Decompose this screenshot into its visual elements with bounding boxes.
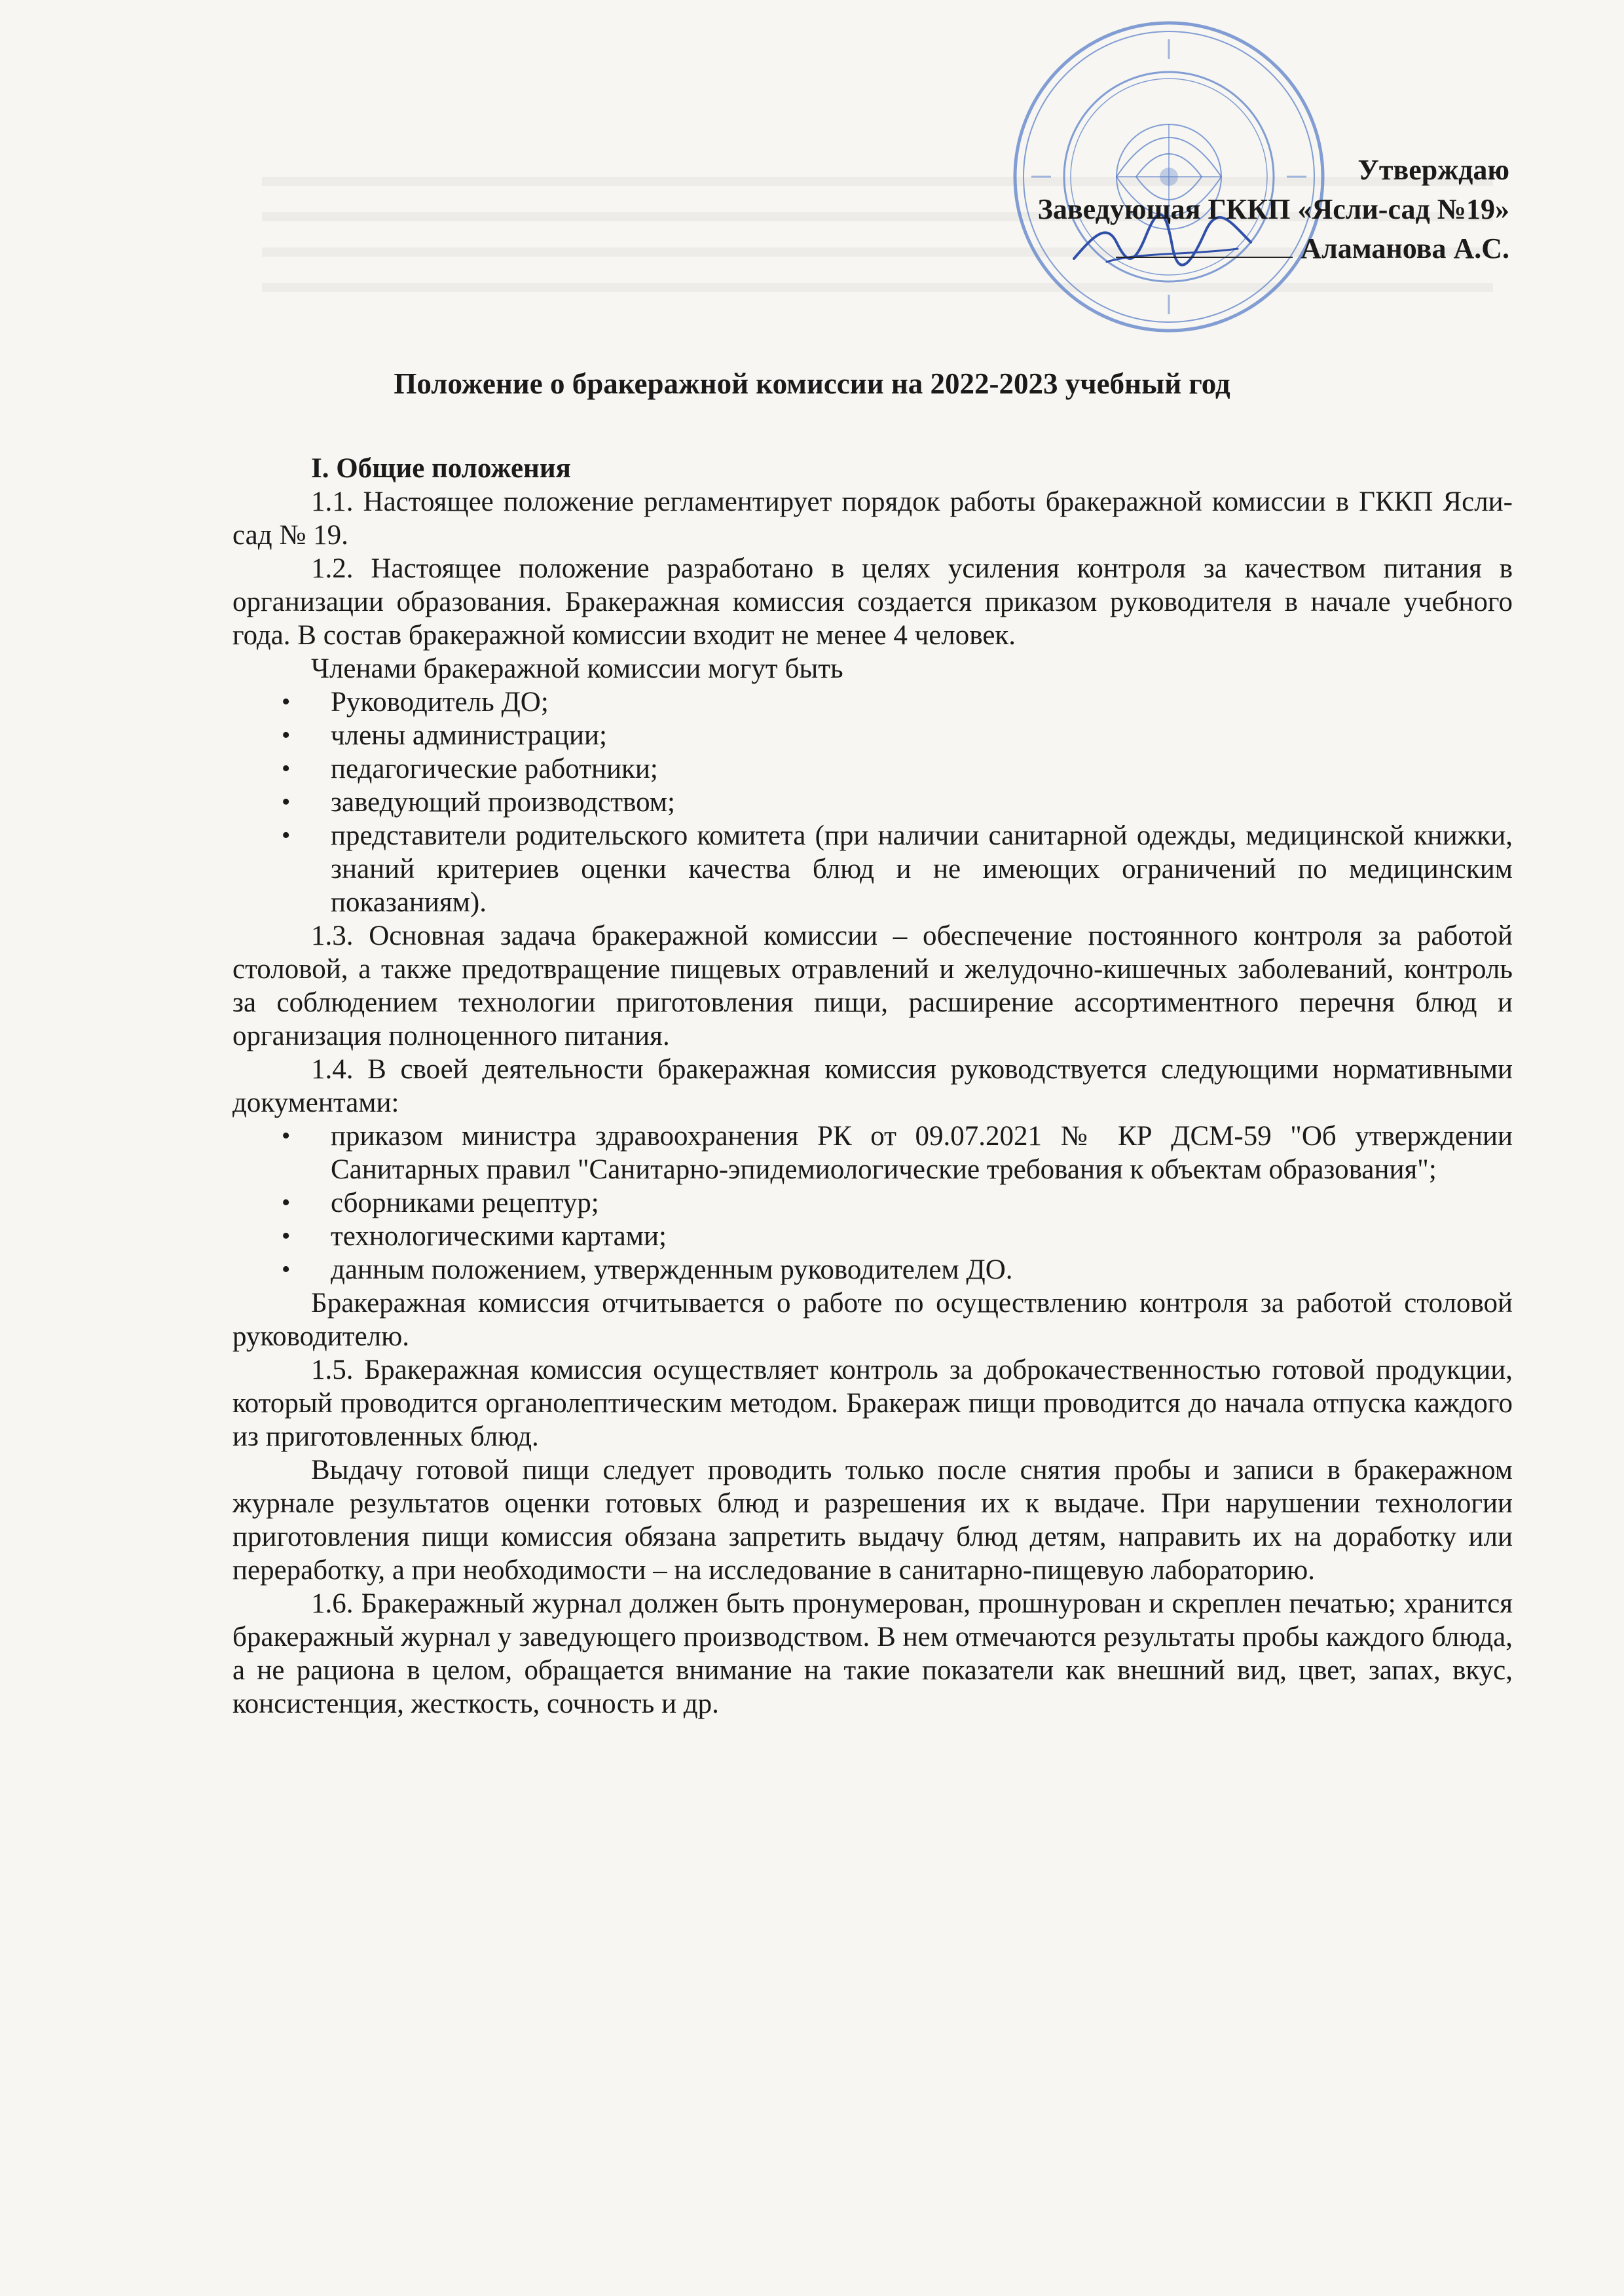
list-item: • педагогические работники; <box>282 754 658 784</box>
approver-name: Аламанова А.С. <box>1301 232 1509 264</box>
paragraph-1-1: 1.1. Настоящее положение регламентирует порядок работы бракеражной комиссии в ГККП Ясли-сад № 19. <box>232 486 1513 551</box>
bullet-icon: • <box>282 1122 291 1150</box>
bullet-icon: • <box>282 1189 291 1216</box>
members-intro: Членами бракеражной комиссии могут быть <box>311 653 843 684</box>
signature-line <box>1116 257 1293 258</box>
list-item: • приказом министра здравоохранения РК от 09.07.2021 № КР ДСМ-59 "Об утверждении Санитарных правил "Санитарно-эпидемиологические требования к объектам образования"; <box>282 1121 1513 1185</box>
bullet-icon: • <box>282 721 291 749</box>
bullet-icon: • <box>282 1222 291 1250</box>
bullet-icon: • <box>282 1256 291 1283</box>
list-item: • заведующий производством; <box>282 787 675 818</box>
bullet-icon: • <box>282 688 291 716</box>
list-item: • члены администрации; <box>282 720 608 751</box>
paragraph-issue: Выдачу готовой пищи следует проводить только после снятия пробы и записи в бракеражном журнале результатов оценки готовых блюд и разрешения их к выдаче. При нарушении технологии приготовления пищи комиссия обязана запретить выдачу блюд детям, направить их на доработку или переработку, а при необходимости – на исследование в санитарно-пищевую лабораторию. <box>232 1455 1513 1586</box>
bullet-icon: • <box>282 755 291 782</box>
list-item: • представители родительского комитета (при наличии санитарной одежды, медицинской книжки, знаний критериев оценки качества блюд и не имеющих ограничений по медицинским показаниям). <box>282 820 1513 918</box>
members-list <box>232 685 1513 919</box>
approval-line-name <box>1038 229 1509 268</box>
paragraph-report: Бракеражная комиссия отчитывается о работе по осуществлению контроля за работой столовой руководителю. <box>232 1288 1513 1352</box>
paragraph-1-2: 1.2. Настоящее положение разработано в целях усиления контроля за качеством питания в организации образования. Бракеражная комиссия создается приказом руководителя в начале учебного года. В состав бракеражной комиссии входит не менее 4 человек. <box>232 553 1513 651</box>
approval-block <box>1038 151 1509 268</box>
document-body <box>232 452 1513 1721</box>
approval-line-approve: Утверждаю <box>1357 154 1509 186</box>
document-title: Положение о бракеражной комиссии на 2022-2023 учебный год <box>394 367 1230 400</box>
approval-line-position: Заведующая ГККП «Ясли-сад №19» <box>1037 193 1509 225</box>
paragraph-1-4: 1.4. В своей деятельности бракеражная комиссия руководствуется следующими нормативными документами: <box>232 1054 1513 1118</box>
documents-list <box>232 1120 1513 1286</box>
paragraph-1-6: 1.6. Бракеражный журнал должен быть пронумерован, прошнурован и скреплен печатью; хранится бракеражный журнал у заведующего производством. В нем отмечаются результаты пробы каждого блюда, а не рациона в целом, обращается внимание на такие показатели как внешний вид, цвет, запах, вкус, консистенция, жесткость, сочность и др. <box>232 1588 1513 1719</box>
bullet-icon: • <box>282 822 291 849</box>
paragraph-1-5: 1.5. Бракеражная комиссия осуществляет контроль за доброкачественностью готовой продукции, который проводится органолептическим методом. Бракераж пищи проводится до начала отпуска каждого из приготовленных блюд. <box>232 1355 1513 1452</box>
list-item: • Руководитель ДО; <box>282 687 549 718</box>
list-item: • технологическими картами; <box>282 1221 667 1252</box>
bullet-icon: • <box>282 788 291 816</box>
list-item: • сборниками рецептур; <box>282 1188 599 1218</box>
list-item: • данным положением, утвержденным руководителем ДО. <box>282 1254 1013 1285</box>
paragraph-1-3: 1.3. Основная задача бракеражной комиссии – обеспечение постоянного контроля за работой столовой, а также предотвращение пищевых отравлений и желудочно-кишечных заболеваний, контроль за соблюдением технологии приготовления пищи, расширение ассортиментного перечня блюд и организация полноценного питания. <box>232 920 1513 1051</box>
section-heading: I. Общие положения <box>311 453 571 484</box>
